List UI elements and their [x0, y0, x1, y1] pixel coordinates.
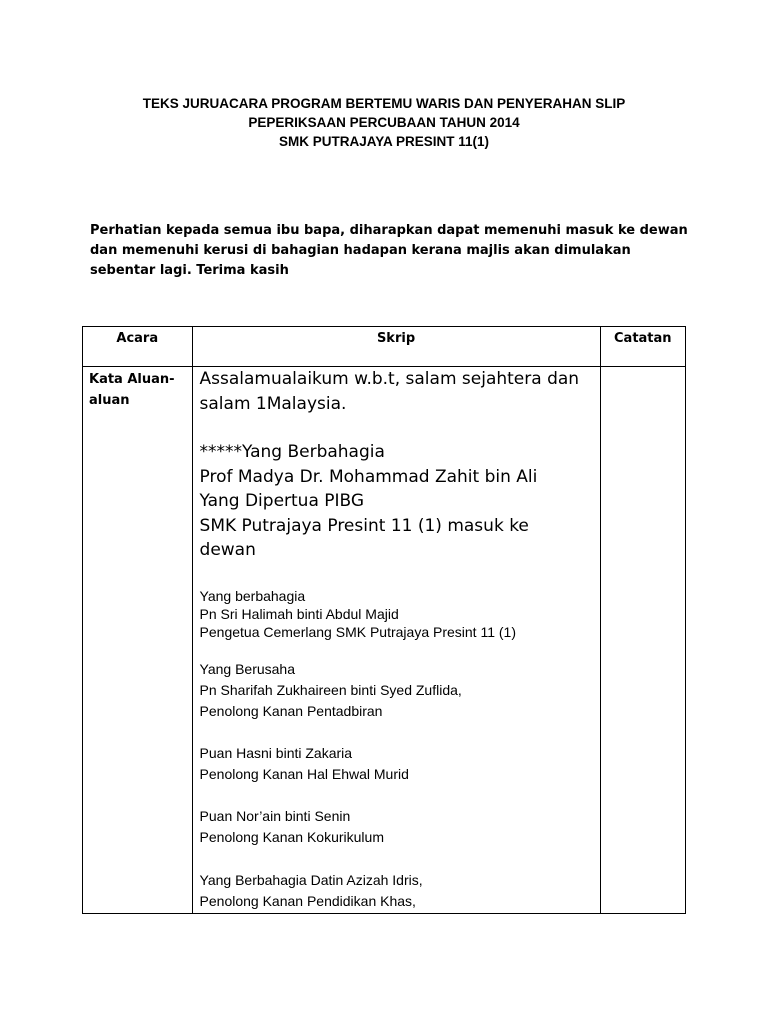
guest-block-5 — [200, 870, 596, 912]
guest-block-1 — [200, 587, 596, 641]
greeting-block — [200, 367, 596, 416]
title-line-1: TEKS JURUACARA PROGRAM BERTEMU WARIS DAN PENYERAHAN SLIP — [142, 96, 626, 111]
guest2-line-3: Penolong Kanan Pentadbiran — [199, 702, 383, 719]
skrip-cell — [192, 367, 600, 914]
acara-line-2: aluan — [89, 393, 130, 408]
guest1-line-2: Pn Sri Halimah binti Abdul Majid — [199, 605, 399, 622]
guest2-line-2: Pn Sharifah Zukhaireen binti Syed Zuflida, — [199, 681, 462, 698]
table-row — [83, 367, 686, 914]
guest1-line-1: Yang berbahagia — [199, 587, 306, 604]
intro-announcement — [90, 221, 690, 281]
guest5-line-1: Yang Berbahagia Datin Azizah Idris, — [199, 871, 423, 888]
guest3-line-2: Penolong Kanan Hal Ehwal Murid — [199, 765, 409, 782]
guest4-line-2: Penolong Kanan Kokurikulum — [199, 828, 384, 845]
catatan-cell — [600, 367, 685, 914]
guest5-line-2: Penolong Kanan Pendidikan Khas, — [199, 892, 416, 909]
document-title — [0, 94, 768, 151]
guest1-line-3: Pengetua Cemerlang SMK Putrajaya Presint 11 (1) — [199, 623, 516, 640]
vip-line-4: SMK Putrajaya Presint 11 (1) masuk ke — [199, 515, 529, 536]
greeting-line-1: Assalamualaikum w.b.t, salam sejahtera dan — [199, 369, 580, 389]
header-skrip: Skrip — [192, 327, 600, 367]
title-line-2: PEPERIKSAAN PERCUBAAN TAHUN 2014 — [248, 115, 520, 130]
guest-block-3 — [200, 743, 596, 785]
guest-block-2 — [200, 659, 596, 722]
guest3-line-1: Puan Hasni binti Zakaria — [199, 744, 353, 761]
header-acara: Acara — [83, 327, 193, 367]
title-line-3: SMK PUTRAJAYA PRESINT 11(1) — [278, 134, 490, 149]
guest-block-4 — [200, 806, 596, 848]
header-catatan: Catatan — [600, 327, 685, 367]
acara-cell — [83, 367, 193, 914]
script-table — [82, 326, 686, 914]
intro-line-1: Perhatian kepada semua ibu bapa, diharapkan dapat memenuhi masuk ke dewan — [90, 223, 688, 238]
vip-line-2: Prof Madya Dr. Mohammad Zahit bin Ali — [199, 466, 538, 487]
acara-line-1: Kata Aluan- — [89, 372, 175, 387]
intro-line-2: dan memenuhi kerusi di bahagian hadapan kerana majlis akan dimulakan — [90, 243, 631, 258]
vip-block — [200, 440, 596, 563]
intro-line-3: sebentar lagi. Terima kasih — [90, 263, 289, 278]
vip-line-3: Yang Dipertua PIBG — [199, 491, 365, 511]
guest4-line-1: Puan Nor’ain binti Senin — [199, 807, 351, 824]
vip-line-1: *****Yang Berbahagia — [199, 442, 385, 462]
vip-line-5: dewan — [199, 540, 256, 560]
guest2-line-1: Yang Berusaha — [199, 660, 296, 677]
greeting-line-2: salam 1Malaysia. — [199, 393, 347, 414]
table-header-row — [83, 327, 686, 367]
